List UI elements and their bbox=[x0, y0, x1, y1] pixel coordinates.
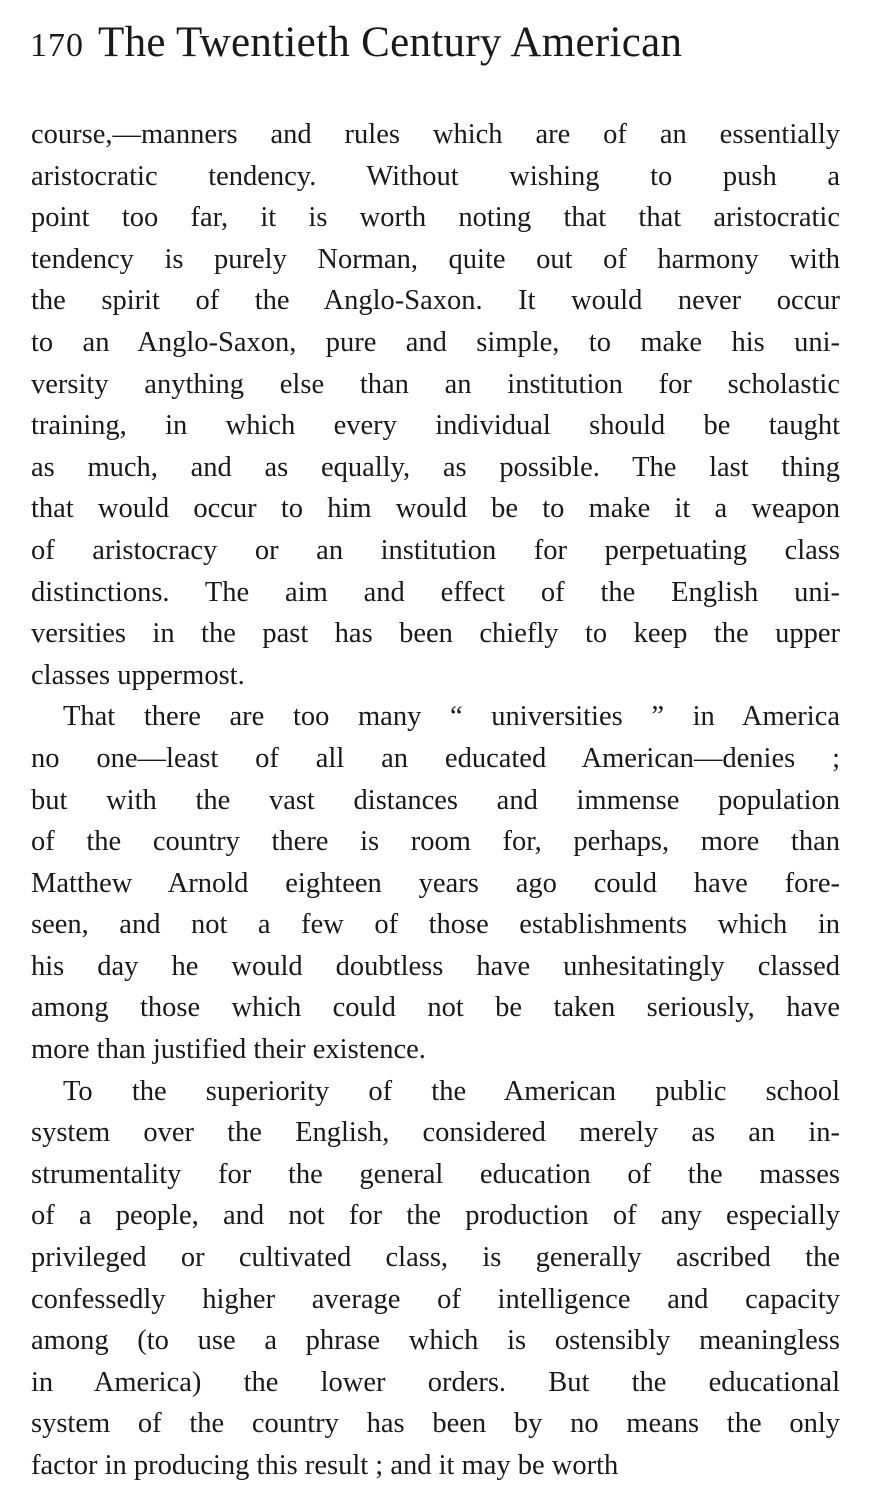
text-line: course,—manners and rules which are of an essentially bbox=[31, 119, 840, 150]
book-title: The Twentieth Century American bbox=[98, 19, 683, 66]
text-line: among (to use a phrase which is ostensibly meaningless bbox=[31, 1325, 840, 1357]
text-line: distinctions. The aim and effect of the English uni- bbox=[31, 576, 840, 608]
text-line: in America) the lower orders. But the educational bbox=[31, 1366, 840, 1398]
text-line: training, in which every individual should be taught bbox=[31, 410, 840, 442]
text-line: of aristocracy or an institution for perpetuating class bbox=[31, 534, 840, 566]
page-number: 170 bbox=[30, 27, 84, 64]
text-line: tendency is purely Norman, quite out of harmony with bbox=[31, 243, 840, 275]
text-line: versities in the past has been chiefly to keep the upper bbox=[31, 618, 840, 650]
text-line: classes uppermost. bbox=[31, 659, 245, 691]
text-line: to an Anglo-Saxon, pure and simple, to make his uni- bbox=[31, 326, 840, 358]
text-line: no one—least of all an educated American—denies ; bbox=[31, 742, 840, 774]
text-line: the spirit of the Anglo-Saxon. It would never occur bbox=[31, 285, 840, 317]
text-line: seen, and not a few of those establishments which in bbox=[31, 909, 840, 941]
text-line: strumentality for the general education of the masses bbox=[31, 1158, 840, 1190]
text-line: of the country there is room for, perhaps, more than bbox=[31, 826, 840, 858]
text-line: That there are too many “ universities ” in America bbox=[63, 701, 840, 733]
running-head bbox=[30, 18, 850, 78]
text-line: more than justified their existence. bbox=[31, 1034, 426, 1066]
text-line: as much, and as equally, as possible. The last thing bbox=[31, 451, 840, 483]
text-line: his day he would doubtless have unhesitatingly classed bbox=[31, 950, 840, 982]
text-line: that would occur to him would be to make it a weapon bbox=[31, 493, 840, 525]
text-line: factor in producing this result ; and it may be worth bbox=[31, 1450, 619, 1481]
text-line: Matthew Arnold eighteen years ago could have fore- bbox=[31, 867, 840, 899]
text-line: To the superiority of the American public school bbox=[63, 1075, 840, 1107]
paragraph bbox=[31, 1071, 840, 1487]
text-line: point too far, it is worth noting that that aristocratic bbox=[31, 202, 840, 234]
text-line: privileged or cultivated class, is generally ascribed the bbox=[31, 1242, 840, 1274]
text-line: versity anything else than an institution for scholastic bbox=[31, 368, 840, 400]
text-line: but with the vast distances and immense population bbox=[31, 784, 840, 816]
text-line: of a people, and not for the production of any especially bbox=[31, 1200, 840, 1232]
paragraph bbox=[31, 114, 840, 696]
text-line: system of the country has been by no means the only bbox=[31, 1408, 840, 1440]
text-line: among those which could not be taken seriously, have bbox=[31, 992, 840, 1024]
text-line: aristocratic tendency. Without wishing to push a bbox=[31, 160, 840, 192]
paragraph bbox=[31, 696, 840, 1070]
text-line: confessedly higher average of intelligence and capacity bbox=[31, 1283, 840, 1315]
body-text bbox=[31, 114, 840, 1487]
text-line: system over the English, considered merely as an in- bbox=[31, 1117, 840, 1149]
